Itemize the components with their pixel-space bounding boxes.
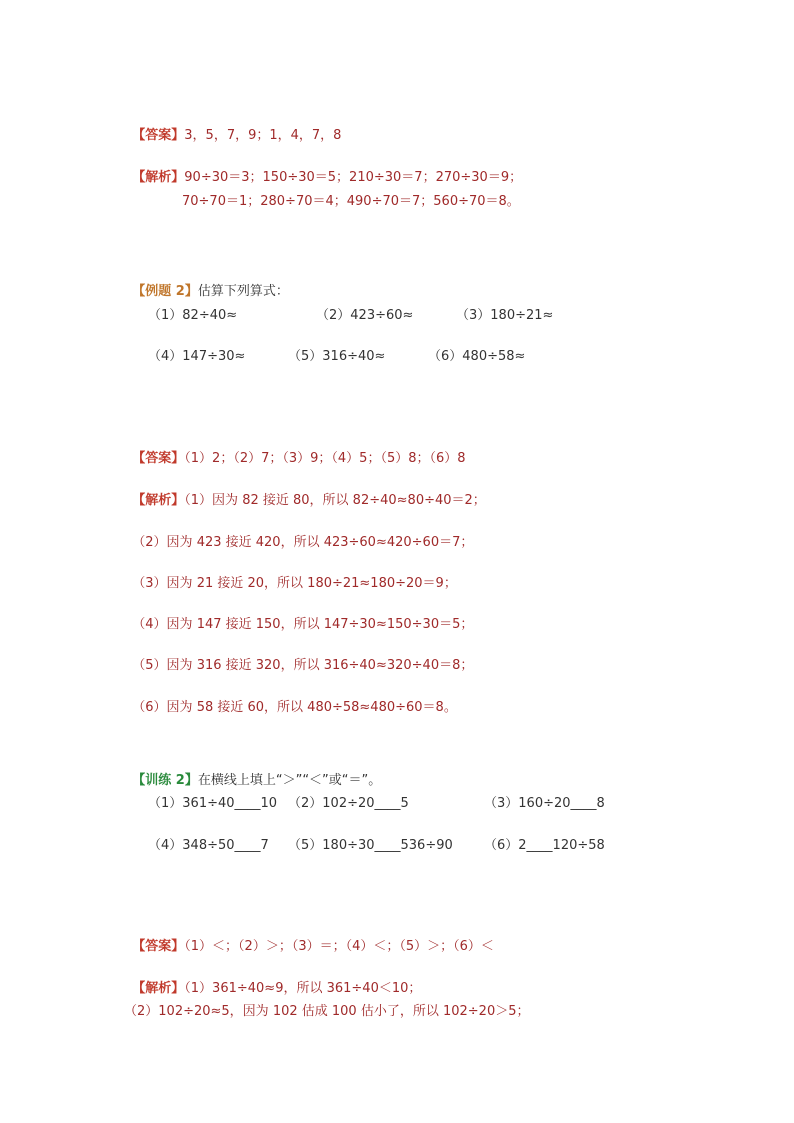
example-item: （4）147÷30≈ <box>148 349 246 364</box>
training-heading <box>124 754 381 790</box>
answer-tag: 【答案】 <box>132 128 185 143</box>
analysis-line-2: 70÷70＝1；280÷70＝4；490÷70＝7；560÷70＝8。 <box>182 194 520 209</box>
analysis-text: 82 接近 80，所以 82÷40≈80÷40＝2； <box>242 493 486 508</box>
analysis-line-10: （2）102÷20≈5，因为 102 估成 100 估小了，所以 102÷20＞5； <box>124 1004 530 1019</box>
example-item: （3）180÷21≈ <box>456 308 554 323</box>
answer-text: （1）2；（2）7；（3）9；（4）5；（5）8；（6）8 <box>184 451 466 466</box>
training-item: （5）180÷30____536÷90 <box>288 838 453 853</box>
example-item: （2）423÷60≈ <box>316 308 414 323</box>
example-heading <box>124 265 289 301</box>
analysis-tag: 【解析】 <box>132 981 185 996</box>
training-item: （1）361÷40____10 <box>148 796 278 811</box>
analysis-prefix: （4）因为 <box>132 617 193 632</box>
analysis-tag: 【解析】 <box>132 493 185 508</box>
training-tag: 【训练 2】 <box>132 773 198 788</box>
analysis-text: 147 接近 150，所以 147÷30≈150÷30＝5； <box>196 617 474 632</box>
answer-text: （1）＜；（2）＞；（3）＝；（4）＜；（5）＞；（6）＜ <box>184 939 494 954</box>
analysis-text: （1）361÷40≈9，所以 361÷40＜10； <box>184 981 422 996</box>
analysis-text: 21 接近 20，所以 180÷21≈180÷20＝9； <box>196 576 457 591</box>
example-item: （5）316÷40≈ <box>288 349 386 364</box>
training-title: 在横线上填上“＞”“＜”或“＝”。 <box>197 773 382 788</box>
answer-text: 3，5，7，9；1，4，7，8 <box>184 128 342 143</box>
answer-line-1 <box>124 109 341 145</box>
example-title: 估算下列算式： <box>197 284 289 299</box>
answer-line-3 <box>124 920 494 956</box>
analysis-text: 90÷30＝3；150÷30＝5；210÷30＝7；270÷30＝9； <box>184 170 523 185</box>
analysis-line-5 <box>124 557 457 593</box>
analysis-line-9 <box>124 962 421 998</box>
analysis-text: 423 接近 420，所以 423÷60≈420÷60＝7； <box>196 535 474 550</box>
analysis-prefix: （6）因为 <box>132 700 193 715</box>
training-item: （2）102÷20____5 <box>288 796 409 811</box>
answer-line-2 <box>124 432 466 468</box>
analysis-line-1 <box>124 151 522 187</box>
analysis-prefix: （1）因为 <box>184 493 239 508</box>
answer-tag: 【答案】 <box>132 451 185 466</box>
training-item: （4）348÷50____7 <box>148 838 269 853</box>
example-item: （1）82÷40≈ <box>148 308 238 323</box>
analysis-line-8 <box>124 681 457 717</box>
analysis-prefix: （2）因为 <box>132 535 193 550</box>
answer-tag: 【答案】 <box>132 939 185 954</box>
analysis-line-6 <box>124 598 473 634</box>
analysis-prefix: （3）因为 <box>132 576 193 591</box>
analysis-text: 316 接近 320，所以 316÷40≈320÷40＝8； <box>196 658 474 673</box>
analysis-line-7 <box>124 639 473 675</box>
example-item: （6）480÷58≈ <box>428 349 526 364</box>
analysis-line-3 <box>124 474 486 510</box>
analysis-tag: 【解析】 <box>132 170 185 185</box>
analysis-line-4 <box>124 516 473 552</box>
training-item: （6）2____120÷58 <box>484 838 605 853</box>
training-item: （3）160÷20____8 <box>484 796 605 811</box>
analysis-prefix: （5）因为 <box>132 658 193 673</box>
example-tag: 【例题 2】 <box>132 284 198 299</box>
analysis-text: 58 接近 60，所以 480÷58≈480÷60＝8。 <box>196 700 457 715</box>
